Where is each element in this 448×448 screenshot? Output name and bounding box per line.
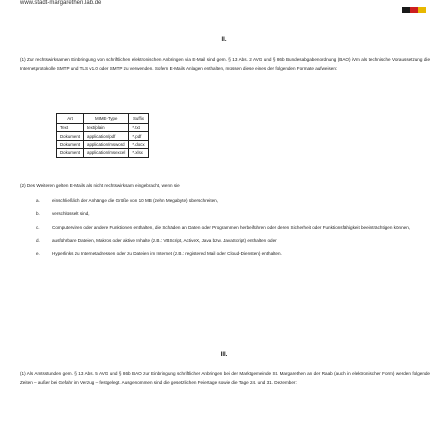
list-item (20, 224, 430, 232)
table-cell: *.pdf (129, 132, 148, 140)
table-header-row (57, 114, 149, 124)
table-cell: Dokument (57, 132, 84, 140)
list-marker: a. (36, 198, 40, 203)
list-item (20, 197, 430, 205)
table-cell: application/pdf (84, 132, 129, 140)
list-item-text: ausführbare Dateien, Makros oder aktive Inhalte (z.B.: VBScript, ActiveX, Java bzw. JavaScript) enthalten oder (52, 237, 277, 243)
list-item-text: Hyperlinks zu Internetadressen oder zu Dateien im Internet (z.B.: registered Mail oder Cloud-Diensten) enthalten. (52, 251, 282, 257)
section-number-ii: II. (221, 37, 227, 43)
list-item-text: Computerviren oder andere Funktionen enthalten, die Schäden an Daten oder Programmen herbeiführen oder deren Sicherheit oder Funktionsfähigkeit beeinträchtigen können, (52, 224, 411, 230)
logo-bar-yellow (418, 7, 426, 13)
list-item-text: verschlüsselt sind, (52, 211, 90, 217)
list-item-text: einschließlich der Anhänge die Größe von 10 MB (zehn Megabyte) überschreiten, (52, 198, 218, 203)
municipality-logo-icon (402, 0, 428, 6)
attachment-formats-table (56, 113, 149, 158)
table-cell: *.docx (129, 140, 148, 148)
table-row (57, 132, 149, 140)
table-row (57, 149, 149, 157)
table-header-cell: Suffix (129, 114, 148, 124)
list-marker: b. (36, 211, 40, 217)
table-row (57, 124, 149, 132)
paragraph-1: (1) Zur rechtswirksamen Einbringung von schriftlichen elektronischen Anbringen via E-Mail sind gem. § 13 Abs. 2 AVG und § 86b Bundesabgabenordnung (BAO) iVm als technische Voraussetzung die Internetprotokolle SMTP und TLS v1.0 oder SMTP zu verwenden. Sofern E-Mails Anlagen enthalten, müssen diese eines der folgenden Formate aufweisen: (20, 57, 430, 71)
exclusion-list (20, 197, 430, 263)
list-item (20, 210, 430, 218)
list-marker: c. (36, 224, 40, 230)
list-marker: e. (36, 251, 40, 257)
table-cell: application/msexcel (84, 149, 129, 157)
table-cell: Text (57, 124, 84, 132)
logo-bar-black (402, 7, 410, 13)
table-cell: Dokument (57, 140, 84, 148)
table-header-cell: Art (57, 114, 84, 124)
table-cell: *.xlsx (129, 149, 148, 157)
paragraph-2: (2) Des Weiteren gelten E-Mails als nicht rechtswirksam eingebracht, wenn sie (20, 183, 180, 188)
table-cell: text/plain (84, 124, 129, 132)
table-cell: application/msword (84, 140, 129, 148)
section-number-iii: III. (220, 352, 228, 358)
list-item (20, 250, 430, 258)
list-marker: d. (36, 237, 40, 243)
table-cell: Dokument (57, 149, 84, 157)
table-cell: *.txt (129, 124, 148, 132)
table-row (57, 140, 149, 148)
table-header-cell: MIME-Type (84, 114, 129, 124)
header-url: www.stadt-margarethen.lab.de (20, 0, 102, 6)
list-item (20, 237, 430, 245)
logo-bar-red (410, 7, 418, 13)
paragraph-3: (1) Als Amtsstunden gem. § 13 Abs. 5 AVG und § 86b BAO zur Einbringung schriftlicher Anbringen bei der Marktgemeinde St. Margarethen an der Raab (auch in elektronischer Form) werden folgende Zeiten – außer bei Gefahr im Verzug – festgelegt. Ausgenommen sind die gesetzlichen Feiertage sowie die Tage 24. und 31. Dezember: (20, 371, 430, 385)
